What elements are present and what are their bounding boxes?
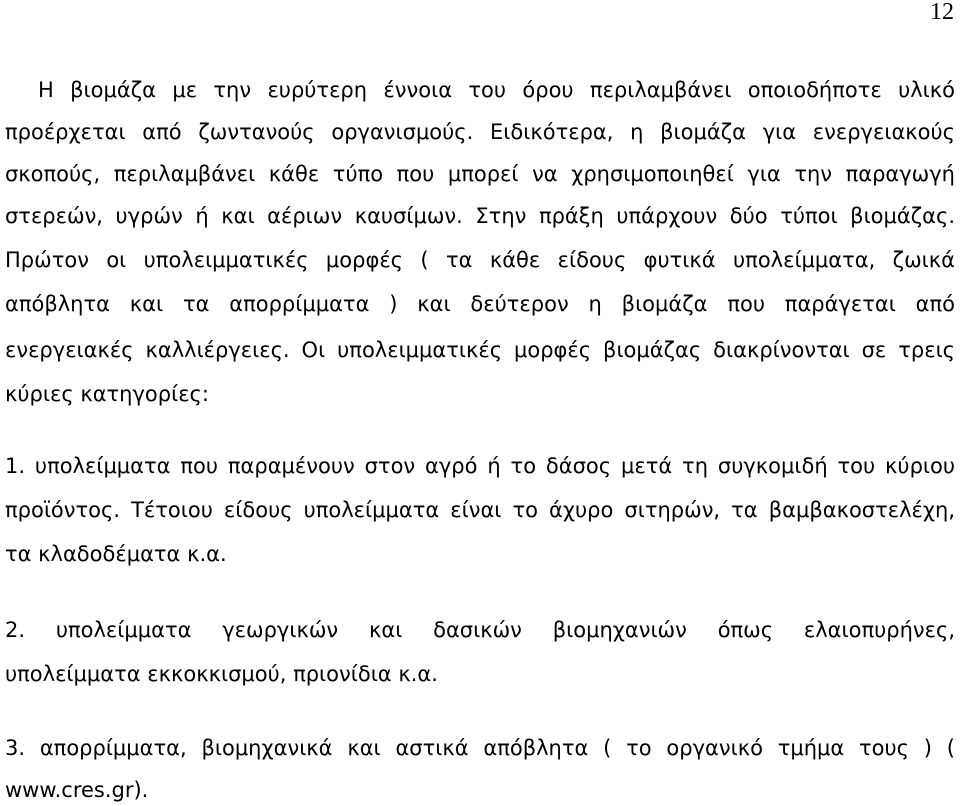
text-line: κύριες κατηγορίες: xyxy=(5,382,209,406)
text-line: 3. απορρίμματα, βιομηχανικά και αστικά απόβλητα ( το οργανικό τμήμα τους ) ( xyxy=(5,736,955,760)
text-line: 1. υπολείμματα που παραμένουν στον αγρό ή το δάσος μετά τη συγκομιδή του κύριου xyxy=(5,454,955,478)
text-line: Πρώτον οι υπολειμματικές μορφές ( τα κάθε είδους φυτικά υπολείμματα, ζωικά xyxy=(5,248,955,272)
text-line: υπολείμματα εκκοκκισμού, πριονίδια κ.α. xyxy=(5,662,438,686)
text-line: απόβλητα και τα απορρίμματα ) και δεύτερον η βιομάζα που παράγεται από xyxy=(5,292,955,316)
text-line: τα κλαδοδέματα κ.α. xyxy=(5,542,227,566)
text-line: προέρχεται από ζωντανούς οργανισμούς. Ειδικότερα, η βιομάζα για ενεργειακούς xyxy=(5,120,955,144)
text-line: προϊόντος. Τέτοιου είδους υπολείμματα είναι το άχυρο σιτηρών, τα βαμβακοστελέχη, xyxy=(5,498,955,522)
page-number: 12 xyxy=(930,0,954,25)
text-line: ενεργειακές καλλιέργειες. Οι υπολειμματικές μορφές βιομάζας διακρίνονται σε τρεις xyxy=(5,338,955,362)
text-line: 2. υπολείμματα γεωργικών και δασικών βιομηχανιών όπως ελαιοπυρήνες, xyxy=(5,618,955,642)
text-line: Η βιομάζα με την ευρύτερη έννοια του όρου περιλαμβάνει οποιοδήποτε υλικό xyxy=(38,78,955,102)
text-line: www.cres.gr). xyxy=(5,778,149,802)
text-line: σκοπούς, περιλαμβάνει κάθε τύπο που μπορεί να χρησιμοποιηθεί για την παραγωγή xyxy=(5,162,955,186)
text-line: στερεών, υγρών ή και αέριων καυσίμων. Στην πράξη υπάρχουν δύο τύποι βιομάζας. xyxy=(5,204,955,228)
